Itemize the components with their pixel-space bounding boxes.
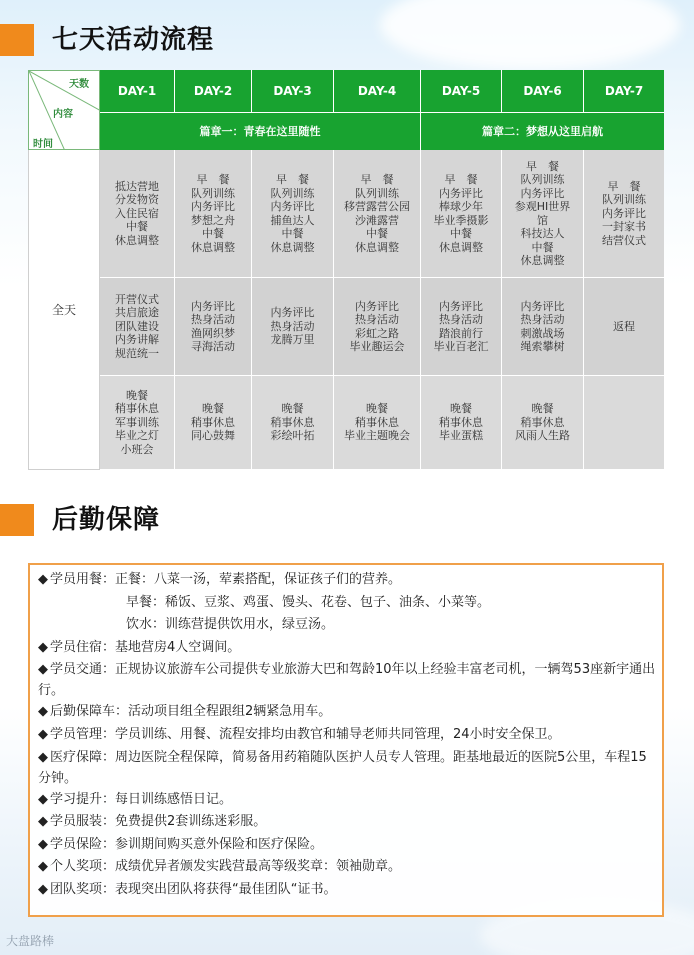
schedule-cell: 晚餐 稍事休息 风雨人生路: [502, 376, 584, 470]
logistics-item-text: 学员保险：参训期间购买意外保险和医疗保险。: [50, 836, 324, 852]
watermark-text: 大盘路棒: [6, 934, 55, 948]
logistics-item: [38, 614, 656, 637]
logistics-item-text: 学员服装：免费提供2套训练迷彩服。: [50, 814, 267, 830]
logistics-item-text: 医疗保障：周边医院全程保障，简易备用药箱随队医护人员专人管理。距基地最近的医院5公里，车程15分钟。: [38, 749, 647, 786]
logistics-item: [38, 701, 656, 724]
chapter-header-2: 篇章二：梦想从这里启航: [421, 112, 664, 150]
logistics-item: [38, 856, 656, 879]
day-header-4: DAY-4: [334, 70, 421, 112]
logistics-item-text: 早餐：稀饭、豆浆、鸡蛋、馒头、花卷、包子、油条、小菜等。: [126, 594, 491, 610]
logistics-item: [38, 637, 656, 660]
schedule-cell: 晚餐 稍事休息 彩绘叶拓: [252, 376, 334, 470]
section-title: 后勤保障: [52, 505, 161, 535]
diamond-bullet-icon: ◆: [38, 836, 48, 852]
schedule-cell: [584, 376, 664, 470]
logistics-item: [38, 811, 656, 834]
logistics-item-text: 学员用餐：正餐：八菜一汤，荤素搭配，保证孩子们的营养。: [50, 572, 402, 587]
corner-label-days: 天数: [69, 79, 89, 90]
schedule-cell: 早 餐 队列训练 内务评比 参观HI世界 馆 科技达人 中餐 休息调整: [502, 150, 584, 278]
orange-accent-bar: [0, 504, 34, 536]
schedule-cell: 晚餐 稍事休息 毕业蛋糕: [421, 376, 502, 470]
diamond-bullet-icon: ◆: [38, 859, 48, 875]
schedule-cell: 早 餐 队列训练 移营露营公园 沙滩露营 中餐 休息调整: [334, 150, 421, 278]
day-header-3: DAY-3: [252, 70, 334, 112]
logistics-box: [28, 563, 664, 917]
schedule-cell: 早 餐 队列训练 内务评比 一封家书 结营仪式: [584, 150, 664, 278]
corner-label-time: 时间: [33, 139, 53, 150]
diamond-bullet-icon: ◆: [38, 662, 48, 678]
logistics-item: [38, 879, 656, 902]
schedule-cell: 早 餐 队列训练 内务评比 捕鱼达人 中餐 休息调整: [252, 150, 334, 278]
schedule-cell: 内务评比 热身活动 刺激战场 绳索攀树: [502, 278, 584, 376]
allday-label: 全天: [28, 150, 100, 470]
logistics-item-text: 学员管理：学员训练、用餐、流程安排均由教官和辅导老师共同管理，24小时安全保卫。: [50, 726, 561, 742]
logistics-item-text: 个人奖项：成绩优异者颁发实践营最高等级奖章：领袖勋章。: [50, 859, 402, 875]
schedule-cell: 开营仪式 共启旅途 团队建设 内务讲解 规范统一: [100, 278, 175, 376]
schedule-table: [28, 70, 664, 470]
chapter-header-1: 篇章一：青春在这里随性: [100, 112, 421, 150]
schedule-cell: 返程: [584, 278, 664, 376]
diamond-bullet-icon: ◆: [38, 791, 48, 807]
schedule-cell: 内务评比 热身活动 渔网织梦 寻海活动: [175, 278, 252, 376]
diamond-bullet-icon: ◆: [38, 639, 48, 655]
corner-label-content: 内容: [53, 109, 73, 120]
schedule-cell: 早 餐 队列训练 内务评比 梦想之舟 中餐 休息调整: [175, 150, 252, 278]
day-header-2: DAY-2: [175, 70, 252, 112]
section-header-schedule: [0, 20, 694, 60]
schedule-cell: 内务评比 热身活动 彩虹之路 毕业趣运会: [334, 278, 421, 376]
schedule-cell: 晚餐 稍事休息 同心鼓舞: [175, 376, 252, 470]
schedule-cell: 内务评比 热身活动 龙腾万里: [252, 278, 334, 376]
day-header-7: DAY-7: [584, 70, 664, 112]
logistics-item: [38, 789, 656, 812]
logistics-item-text: 学员交通：正规协议旅游车公司提供专业旅游大巴和驾龄10年以上经验丰富老司机，一辆驾53座新宇通出行。: [38, 662, 656, 699]
logistics-item: [38, 747, 656, 789]
diamond-bullet-icon: ◆: [38, 572, 48, 587]
logistics-item: [38, 659, 656, 701]
logistics-item: [38, 569, 656, 592]
day-header-5: DAY-5: [421, 70, 502, 112]
schedule-cell: 早 餐 内务评比 棒球少年 毕业季摄影 中餐 休息调整: [421, 150, 502, 278]
logistics-item-text: 饮水：训练营提供饮用水，绿豆汤。: [126, 617, 335, 633]
schedule-cell: 晚餐 稍事休息 军事训练 毕业之灯 小班会: [100, 376, 175, 470]
logistics-item: [38, 724, 656, 747]
logistics-item-text: 学员住宿：基地营房4人空调间。: [50, 639, 241, 655]
orange-accent-bar: [0, 24, 34, 56]
schedule-cell: 内务评比 热身活动 踏浪前行 毕业百老汇: [421, 278, 502, 376]
schedule-cell: 抵达营地 分发物资 入住民宿 中餐 休息调整: [100, 150, 175, 278]
diamond-bullet-icon: ◆: [38, 881, 48, 897]
diamond-bullet-icon: ◆: [38, 726, 48, 742]
diamond-bullet-icon: ◆: [38, 814, 48, 830]
logistics-item-text: 后勤保障车：活动项目组全程跟组2辆紧急用车。: [50, 704, 332, 720]
page-title: 七天活动流程: [52, 25, 215, 55]
diamond-bullet-icon: ◆: [38, 749, 48, 765]
schedule-cell: 晚餐 稍事休息 毕业主题晚会: [334, 376, 421, 470]
logistics-item: [38, 834, 656, 857]
section-header-logistics: [0, 500, 694, 540]
day-header-6: DAY-6: [502, 70, 584, 112]
logistics-item: [38, 592, 656, 615]
diamond-bullet-icon: ◆: [38, 704, 48, 720]
logistics-item-text: 学习提升：每日训练感悟日记。: [50, 791, 233, 807]
day-header-1: DAY-1: [100, 70, 175, 112]
table-corner-header: [28, 70, 100, 150]
logistics-item-text: 团队奖项：表现突出团队将获得“最佳团队“证书。: [50, 881, 337, 897]
